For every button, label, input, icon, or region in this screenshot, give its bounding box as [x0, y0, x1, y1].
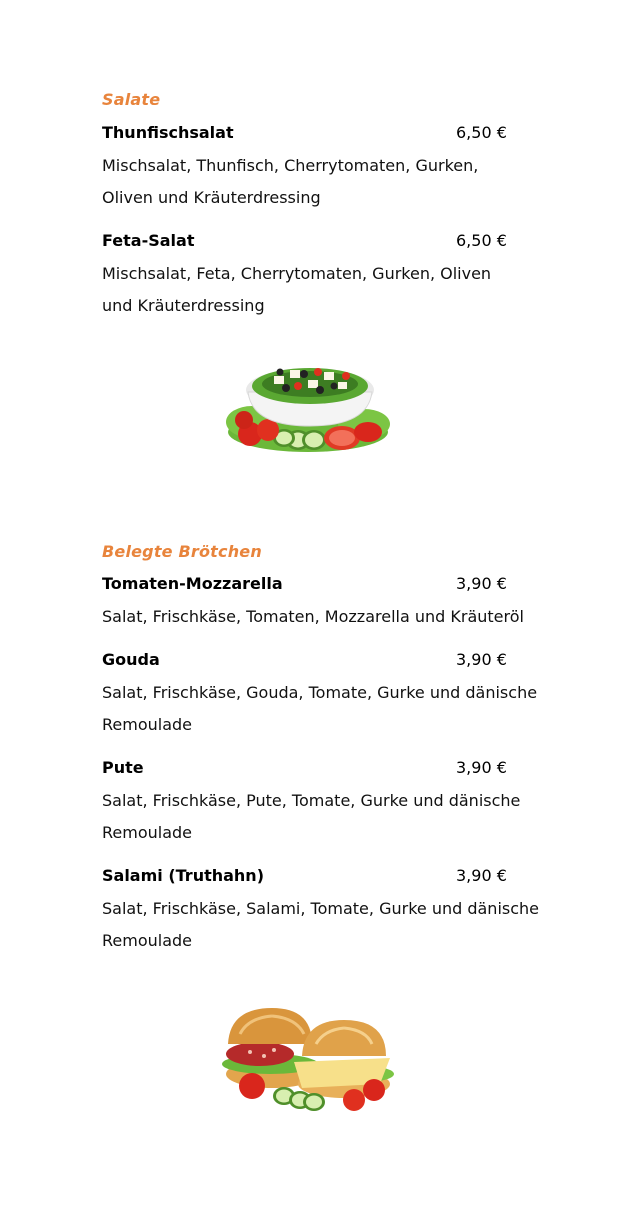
item-price-salami-truthahn: 3,90 € — [456, 866, 507, 885]
item-desc-feta-salat-line-2: und Kräuterdressing — [102, 296, 265, 315]
item-desc-feta-salat-line-1: Mischsalat, Feta, Cherrytomaten, Gurken, Oliven — [102, 264, 492, 283]
item-desc-tomaten-mozzarella-line-1: Salat, Frischkäse, Tomaten, Mozzarella und Kräuteröl — [102, 607, 524, 626]
item-desc-thunfischsalat-line-1: Mischsalat, Thunfisch, Cherrytomaten, Gurken, — [102, 156, 479, 175]
sandwich-rolls-illustration — [220, 1004, 400, 1120]
item-name-salami-truthahn: Salami (Truthahn) — [102, 866, 265, 885]
section-title-belegte-broetchen: Belegte Brötchen — [102, 542, 262, 561]
item-desc-gouda-line-1: Salat, Frischkäse, Gouda, Tomate, Gurke und dänische — [102, 683, 538, 702]
item-desc-salami-truthahn-line-2: Remoulade — [102, 931, 193, 950]
section-title-salate: Salate — [102, 90, 161, 109]
item-price-pute: 3,90 € — [456, 758, 507, 777]
item-name-tomaten-mozzarella: Tomaten-Mozzarella — [102, 574, 283, 593]
item-price-gouda: 3,90 € — [456, 650, 507, 669]
item-name-gouda: Gouda — [102, 650, 160, 669]
item-name-feta-salat: Feta-Salat — [102, 231, 195, 250]
item-desc-pute-line-2: Remoulade — [102, 823, 193, 842]
salad-bowl-illustration — [222, 352, 394, 456]
item-name-thunfischsalat: Thunfischsalat — [102, 123, 234, 142]
item-desc-salami-truthahn-line-1: Salat, Frischkäse, Salami, Tomate, Gurke und dänische — [102, 899, 539, 918]
item-price-thunfischsalat: 6,50 € — [456, 123, 507, 142]
item-desc-pute-line-1: Salat, Frischkäse, Pute, Tomate, Gurke und dänische — [102, 791, 521, 810]
item-desc-gouda-line-2: Remoulade — [102, 715, 193, 734]
item-desc-thunfischsalat-line-2: Oliven und Kräuterdressing — [102, 188, 321, 207]
item-price-feta-salat: 6,50 € — [456, 231, 507, 250]
item-price-tomaten-mozzarella: 3,90 € — [456, 574, 507, 593]
item-name-pute: Pute — [102, 758, 144, 777]
